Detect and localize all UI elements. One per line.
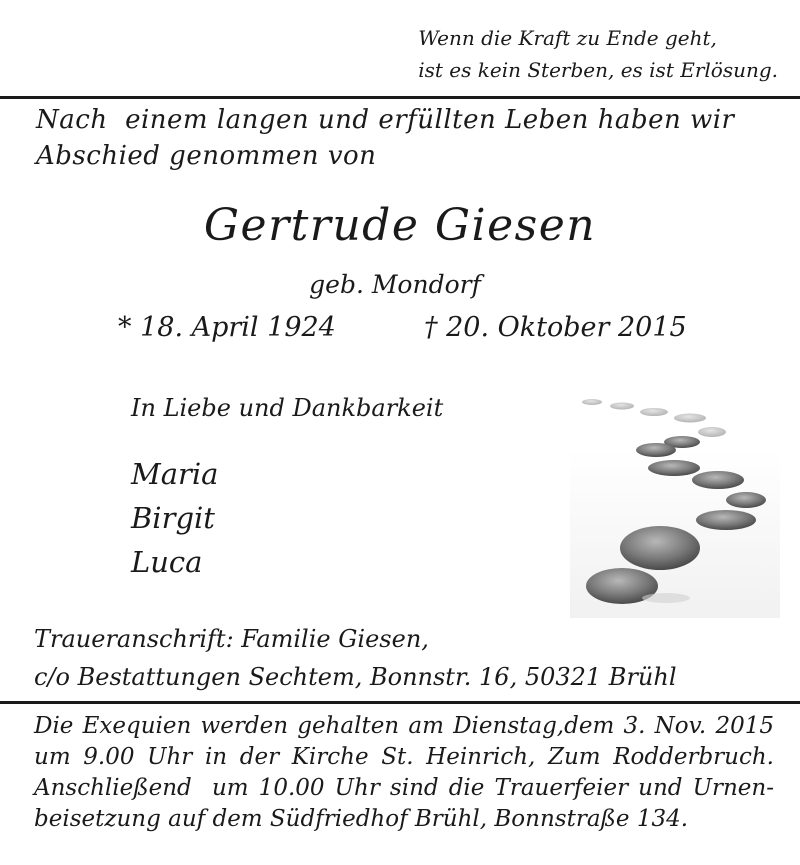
birth-name: geb. Mondorf [309,270,481,299]
service-line: Die Exequien werden gehalten am Dienstag,dem 3. Nov. 2015 [34,713,774,739]
birth-date: * 18. April 1924 [118,312,336,343]
bottom-divider [0,701,800,704]
stepping-stones-image [570,388,780,618]
intro-text [36,102,734,174]
top-divider [0,96,800,99]
death-date: † 20. Oktober 2015 [424,312,687,343]
mourner-name: Maria [131,457,219,491]
service-line: um 9.00 Uhr in der Kirche St. Heinrich, Zum Rodderbruch. [34,744,774,770]
mourner-names [131,452,218,584]
motto-quote [418,22,778,86]
mourner-name: Luca [131,545,203,579]
motto-line-2: ist es kein Sterben, es ist Erlösung. [418,58,778,82]
intro-line-2: Abschied genommen von [36,141,377,171]
mourner-name: Birgit [131,501,215,535]
intro-line-1: Nach einem langen und erfüllten Leben haben wir [36,105,735,135]
service-details [34,711,774,835]
service-line: beisetzung auf dem Südfriedhof Brühl, Bonnstraße 134. [34,806,689,832]
thanks-line: In Liebe und Dankbarkeit [131,394,444,422]
deceased-name: Gertrude Giesen [203,200,597,251]
mourning-address [34,620,677,696]
motto-line-1: Wenn die Kraft zu Ende geht, [418,26,717,50]
address-line-1: Traueranschrift: Familie Giesen, [34,625,429,653]
address-line-2: c/o Bestattungen Sechtem, Bonnstr. 16, 50321 Brühl [34,663,677,691]
service-line: Anschließend um 10.00 Uhr sind die Trauerfeier und Urnen- [34,775,774,801]
